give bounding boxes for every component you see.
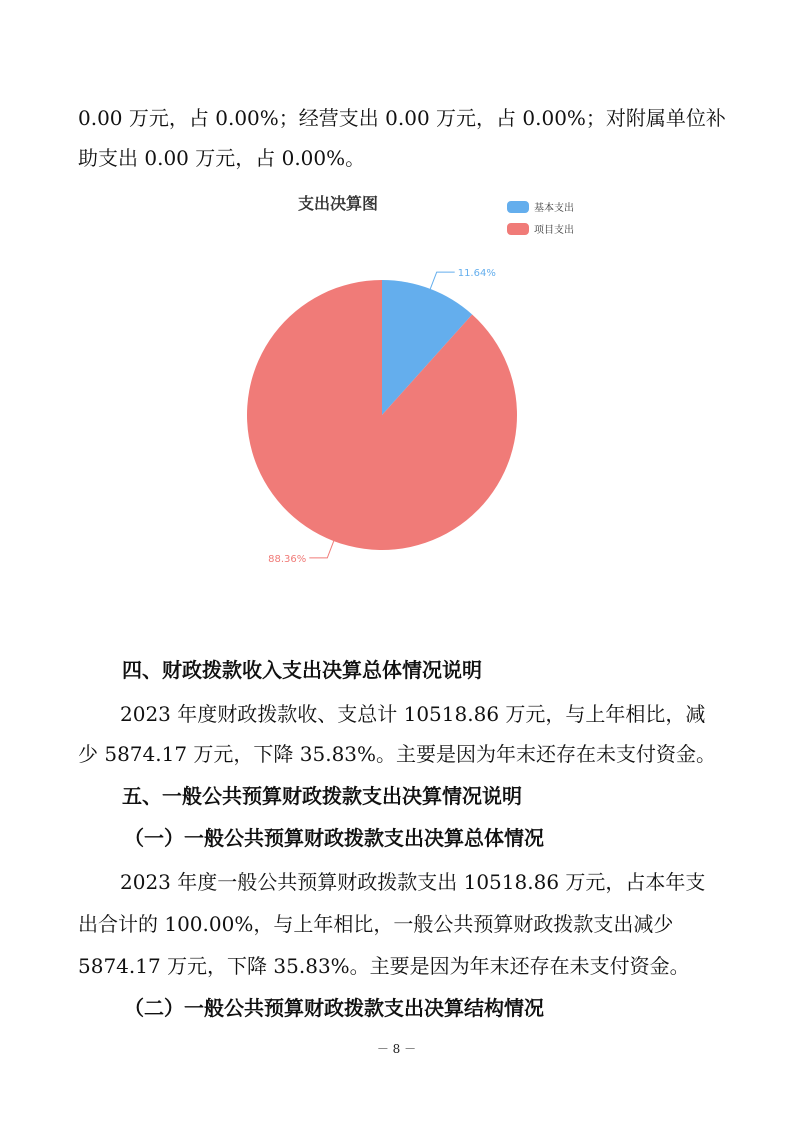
chart-legend (507, 201, 574, 236)
paragraph-line: 助支出 0.00 万元，占 0.00%。 (78, 146, 366, 170)
section-heading: 五、一般公共预算财政拨款支出决算情况说明 (122, 784, 522, 808)
subsection-heading: （一）一般公共预算财政拨款支出决算总体情况 (124, 826, 544, 850)
pie-slice (247, 280, 517, 550)
subsection-heading: （二）一般公共预算财政拨款支出决算结构情况 (124, 996, 544, 1020)
paragraph-line: 2023 年度财政拨款收、支总计 10518.86 万元，与上年相比，减 (120, 702, 706, 726)
legend-label: 基本支出 (534, 203, 574, 214)
label-leader-line (309, 541, 333, 558)
section-heading: 四、财政拨款收入支出决算总体情况说明 (122, 658, 482, 682)
legend-swatch (507, 223, 529, 235)
pie-slices (247, 280, 517, 550)
chart-title: 支出决算图 (297, 194, 379, 213)
legend-swatch (507, 201, 529, 213)
paragraph-line: 0.00 万元，占 0.00%；经营支出 0.00 万元，占 0.00%；对附属单位补 (78, 106, 726, 130)
expenditure-pie-chart (230, 185, 630, 565)
label-leader-line (430, 272, 454, 289)
legend-label: 项目支出 (534, 225, 574, 236)
paragraph-line: 出合计的 100.00%，与上年相比，一般公共预算财政拨款支出减少 (78, 912, 674, 936)
paragraph-line: 5874.17 万元，下降 35.83%。主要是因为年末还存在未支付资金。 (78, 954, 690, 978)
slice-value-label: 88.36% (268, 553, 307, 565)
slice-value-label: 11.64% (457, 268, 496, 280)
page-number: － 8 － (376, 1042, 417, 1056)
paragraph-line: 少 5874.17 万元，下降 35.83%。主要是因为年末还存在未支付资金。 (78, 742, 717, 766)
paragraph-line: 2023 年度一般公共预算财政拨款支出 10518.86 万元，占本年支 (120, 870, 706, 894)
